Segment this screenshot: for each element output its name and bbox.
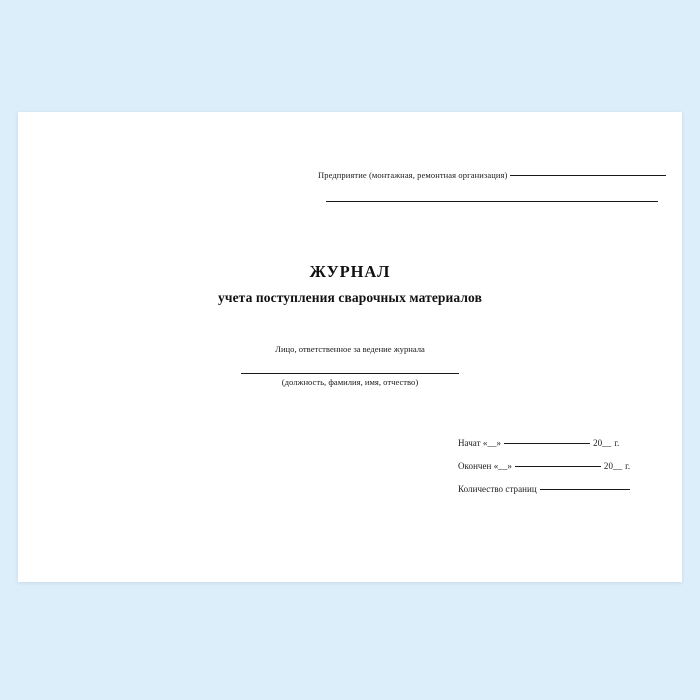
finished-row xyxy=(458,461,668,471)
finished-year: 20__ xyxy=(603,461,623,471)
started-year: 20__ xyxy=(593,438,612,448)
organization-field-group xyxy=(318,170,658,202)
pages-count-row xyxy=(458,484,668,494)
started-label: Начат «__» xyxy=(458,438,502,448)
cover-sheet xyxy=(18,112,682,582)
started-suffix: г. xyxy=(614,438,620,448)
pages-count-blank-rule xyxy=(540,489,630,490)
finished-label: Окончен «__» xyxy=(458,461,512,471)
organization-label: Предприятие (монтажная, ремонтная организация) xyxy=(318,170,508,180)
organization-line xyxy=(318,170,658,180)
responsible-caption: Лицо, ответственное за ведение журнала xyxy=(275,344,425,354)
dates-and-pages-group xyxy=(458,438,668,507)
responsible-person-group xyxy=(18,344,682,387)
finished-blank-rule xyxy=(515,466,601,467)
journal-cover-page xyxy=(18,112,682,582)
started-row xyxy=(458,438,668,448)
page-subtitle: учета поступления сварочных материалов xyxy=(218,290,482,305)
finished-suffix: г. xyxy=(625,461,631,471)
organization-second-rule xyxy=(326,201,658,202)
page-title: ЖУРНАЛ xyxy=(309,262,391,281)
responsible-note: (должность, фамилия, имя, отчество) xyxy=(281,377,419,387)
organization-blank-rule xyxy=(510,175,666,176)
started-blank-rule xyxy=(504,443,590,444)
responsible-blank-rule xyxy=(241,373,459,374)
pages-count-label: Количество страниц xyxy=(458,484,537,494)
